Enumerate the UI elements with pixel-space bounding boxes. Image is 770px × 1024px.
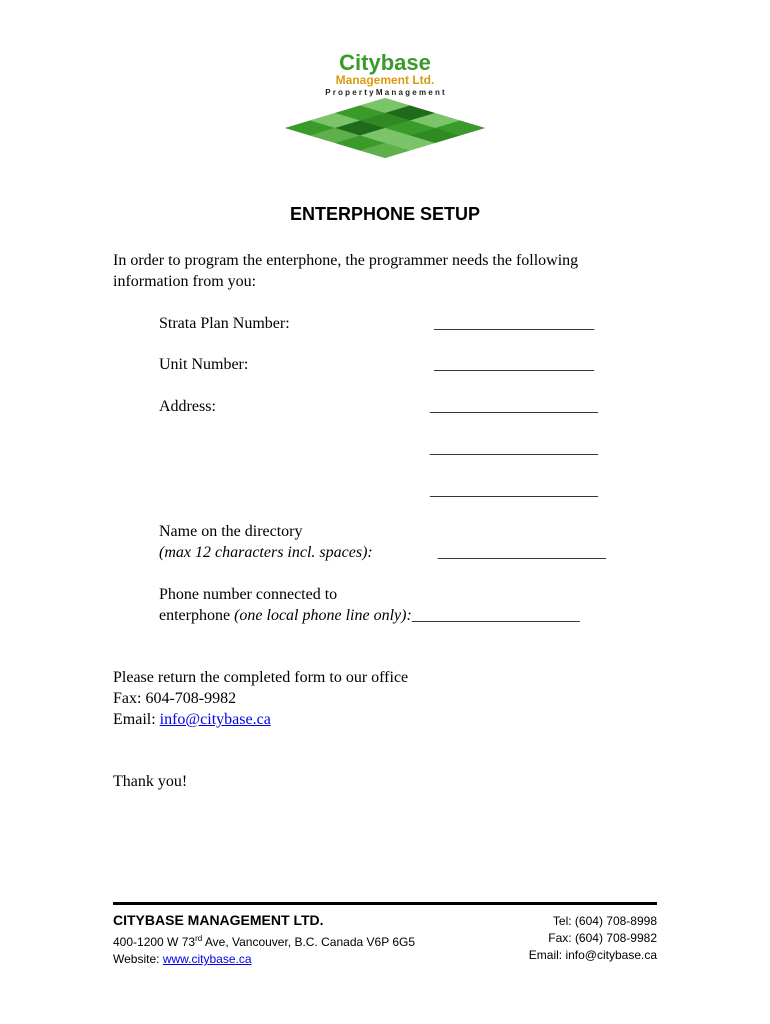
directory-blank[interactable]: _____________________ <box>438 544 606 561</box>
footer-company: CITYBASE MANAGEMENT LTD. <box>113 912 324 928</box>
logo-diamond-grid <box>285 98 485 158</box>
footer-left <box>113 910 415 968</box>
email-prefix: Email: <box>113 711 160 728</box>
footer-website <box>113 951 415 968</box>
footer-address-part1: 400-1200 W 73 <box>113 935 196 949</box>
footer-address <box>113 930 415 951</box>
address-blank-3[interactable]: _____________________ <box>430 482 598 499</box>
footer-address-sup: rd <box>195 934 203 943</box>
directory-note: (max 12 characters incl. spaces): <box>159 544 373 561</box>
footer-divider <box>113 902 657 905</box>
footer-address-part2: Ave, Vancouver, B.C. Canada V6P 6G5 <box>202 935 415 949</box>
unit-label: Unit Number: <box>159 356 249 373</box>
footer-right <box>529 913 657 964</box>
strata-blank[interactable]: ____________________ <box>434 315 594 332</box>
thank-you-text: Thank you! <box>113 773 188 790</box>
logo-subname: Management Ltd. <box>335 73 435 87</box>
address-label: Address: <box>159 398 216 415</box>
directory-label: Name on the directory <box>159 523 303 540</box>
address-blank-1[interactable]: _____________________ <box>430 398 598 415</box>
footer-tel: Tel: (604) 708-8998 <box>552 914 657 928</box>
office-email <box>113 709 408 730</box>
footer-email: Email: info@citybase.ca <box>528 948 657 962</box>
unit-blank[interactable]: ____________________ <box>434 356 594 373</box>
page-title: ENTERPHONE SETUP <box>289 204 481 224</box>
intro-paragraph: In order to program the enterphone, the programmer needs the following information from you: <box>113 252 579 290</box>
phone-label-2: enterphone <box>159 607 235 624</box>
closing-block <box>113 667 408 730</box>
strata-label: Strata Plan Number: <box>159 315 290 332</box>
address-blank-2[interactable]: _____________________ <box>430 440 598 457</box>
phone-blank[interactable]: _____________________ <box>411 607 580 624</box>
company-logo <box>282 48 488 164</box>
phone-label: Phone number connected to <box>159 586 338 603</box>
email-link[interactable]: info@citybase.ca <box>159 711 271 728</box>
website-prefix: Website: <box>113 952 163 966</box>
phone-note: (one local phone line only): <box>234 607 412 624</box>
office-fax: Fax: 604-708-9982 <box>113 690 237 707</box>
logo-name: Citybase <box>339 50 431 75</box>
phone-row-2 <box>159 605 580 626</box>
logo-tagline: P r o p e r t y M a n a g e m e n t <box>325 88 445 97</box>
website-link[interactable]: www.citybase.ca <box>162 952 252 966</box>
footer-fax: Fax: (604) 708-9982 <box>548 931 657 945</box>
return-instruction: Please return the completed form to our office <box>113 669 409 686</box>
